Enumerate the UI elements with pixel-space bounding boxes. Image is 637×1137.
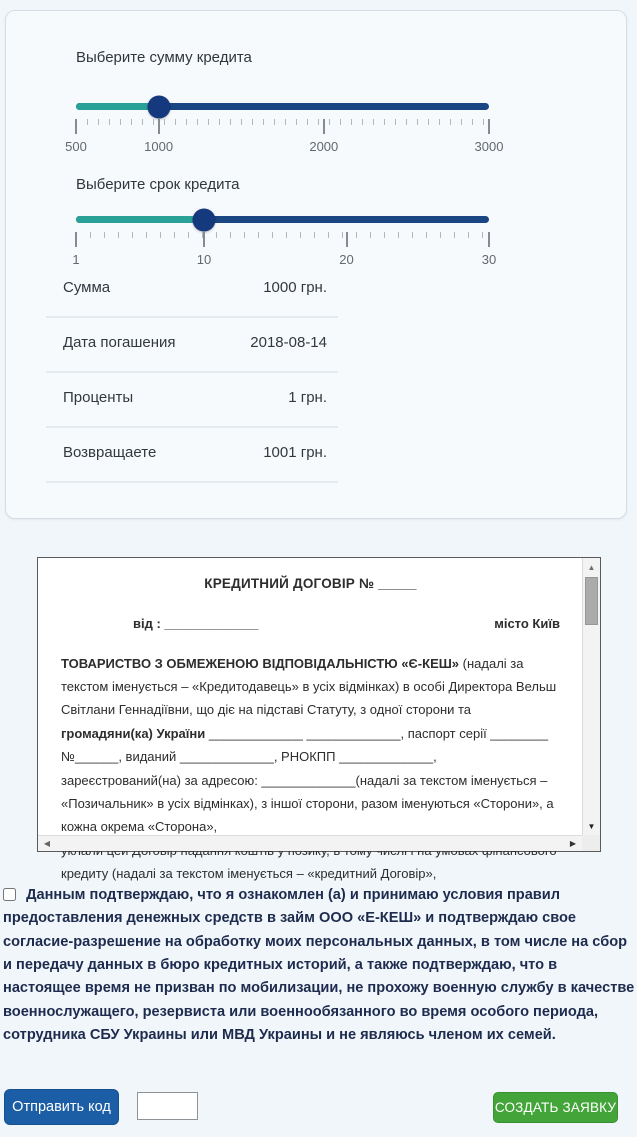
summary-row-label: Дата погашения [63,334,176,351]
loan-summary-table [46,263,338,483]
amount-slider-ruler [65,119,504,161]
summary-row-value: 1 грн. [288,389,327,406]
tick-label: 20 [339,252,354,267]
amount-minor-ticks [76,119,489,125]
agreement-label [3,884,635,1047]
agreement-text: Данным подтверждаю, что я ознакомлен (а) и принимаю условия правил предоставления денежных средств в займ ООО «Е-КЕШ» и подтверждаю свое согласие-разрешение на обработку моих персональных данных, в том числе на сбор и передачу данных в бюро кредитных историй, а также подтверждаю, что в настоящее время не призван по мобилизации, не прохожу военную службу в качестве военнослужащего, резервиста или военнообязанного во время особого периода, сотрудника СБУ Украины или МВД Украины и не являюсь членом их семей. [3,887,635,1044]
horizontal-scrollbar[interactable] [38,835,582,851]
summary-row-label: Возвращаете [63,444,157,461]
contract-subline [61,612,560,635]
major-tick [158,119,160,134]
summary-row-label: Проценты [63,389,134,406]
major-tick [346,232,348,247]
major-tick [488,232,490,247]
tick-label: 2000 [309,139,339,154]
scroll-right-icon[interactable]: ▶ [569,839,577,848]
major-tick [203,232,205,247]
tick-label: 1 [72,252,80,267]
tick-label: 500 [65,139,87,154]
amount-slider-label: Выберите сумму кредита [76,49,252,66]
contract-text [38,558,582,882]
amount-slider-handle[interactable] [147,95,170,118]
contract-paragraph: кредиту (надалі за текстом іменується – «кредитний Договір», [61,866,437,882]
contract-scrollbox [37,557,601,882]
scroll-left-icon[interactable]: ◀ [43,839,51,848]
summary-row [46,318,338,373]
vertical-scroll-thumb[interactable] [585,577,598,625]
summary-row [46,373,338,428]
tick-label: 1000 [144,139,174,154]
loan-calculator-card [5,10,627,519]
scrollbar-corner [582,835,600,851]
term-slider-handle[interactable] [193,208,216,231]
summary-row-value: 2018-08-14 [250,334,327,351]
vertical-scrollbar[interactable] [582,558,600,835]
amount-slider-track[interactable] [76,103,489,110]
scroll-up-icon[interactable]: ▲ [587,562,596,572]
tick-label: 10 [196,252,212,267]
major-tick [323,119,325,134]
major-tick [75,119,77,134]
term-slider-label: Выберите срок кредита [76,176,240,193]
code-input[interactable] [137,1092,198,1120]
contract-city: місто Київ [494,616,560,632]
summary-row-value: 1000 грн. [263,279,327,296]
tick-label: 30 [481,252,497,267]
summary-row-value: 1001 грн. [263,444,327,461]
contract-title: КРЕДИТНИЙ ДОГОВІР № _____ [204,576,417,591]
major-tick [75,232,77,247]
summary-row-label: Сумма [63,279,111,296]
term-slider-fill [76,216,204,223]
contract-paragraph: ТОВАРИСТВО З ОБМЕЖЕНОЮ ВІДПОВІДАЛЬНІСТЮ «Є-КЕШ» (надалі за текстом іменується – «Кредитодавець» в усіх відмінках) в особі Директора Вельш Світлани Геннадіївни, що діє на підставі Статуту, з одної сторони та громадяни(ка) України _____________ _____________, паспорт серії ________ №______, виданий _____________, РНОКПП _____________, зареєстрований(на) за адресою: _____________(надалі за текстом іменується – «Позичальник» в усіх відмінках), з іншої сторони, разом іменуються «Сторони», а кожна окрема «Сторона», [61,655,557,835]
summary-row [46,428,338,483]
major-tick [488,119,490,134]
scroll-down-icon[interactable]: ▼ [587,821,596,831]
summary-row [46,263,338,318]
send-code-button[interactable]: Отправить код [4,1089,119,1125]
agreement-checkbox[interactable] [3,888,16,901]
tick-label: 3000 [474,139,504,154]
term-slider-track[interactable] [76,216,489,223]
term-minor-ticks [76,232,489,238]
contract-date-line: від : _____________ [133,616,259,632]
amount-slider [65,103,504,161]
create-application-button[interactable]: СОЗДАТЬ ЗАЯВКУ [493,1092,618,1123]
